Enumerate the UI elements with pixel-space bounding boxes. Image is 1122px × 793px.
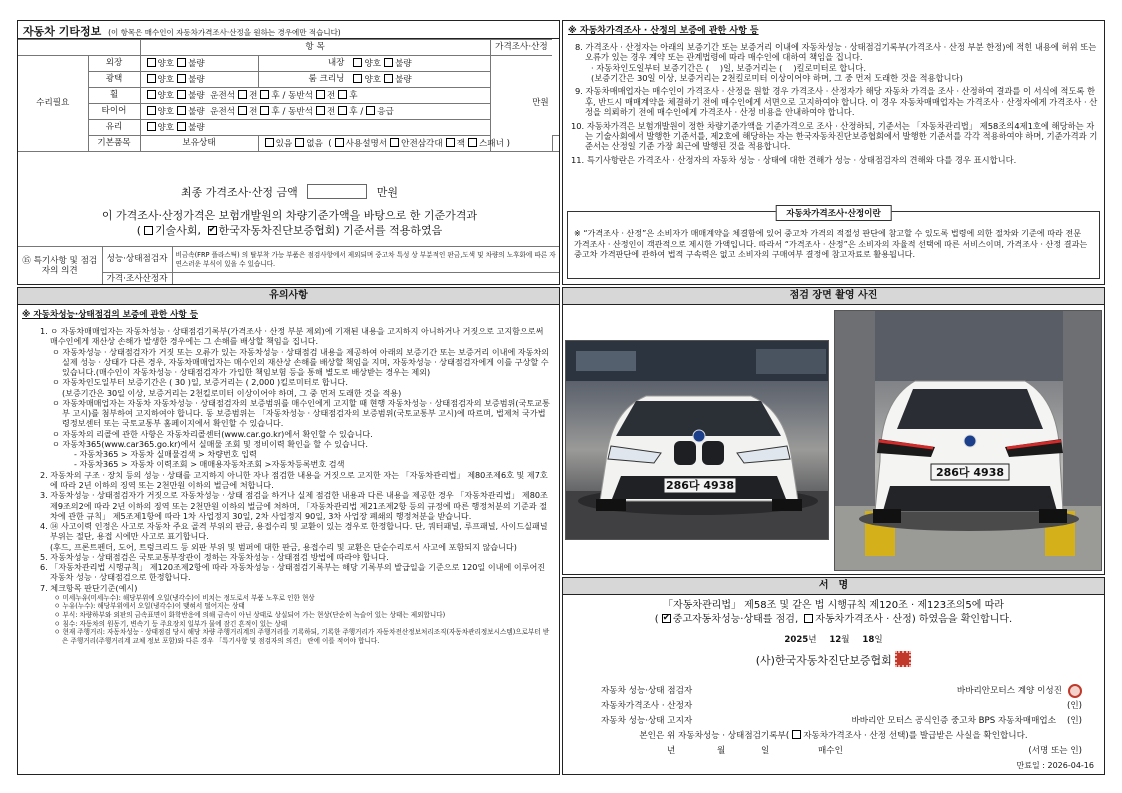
final-price-input[interactable]: [307, 184, 367, 199]
gloss-bad-checkbox[interactable]: [177, 74, 186, 83]
note-9: 9. 자동차매매업자는 매수인이 가격조사 · 산정을 원할 경우 가격조사 · 산정자가 해당 자동차 가격을 조사 · 산정하여 결과를 이 서식에 적도록 한 후, 반드시 매매계약을 체결하기 전에 매수인에게 서면으로 고지하여야 합니다. 이 경우 자동차매매업자는 가격조사 · 산정자에게 가격조사 · 산정을 의뢰하기 전에 매수인에게 가격조사 · 산정 비용을 안내하여야 합니다.: [575, 86, 1098, 118]
repair-price-unit: 만원: [490, 56, 552, 152]
tire-driver-rear-checkbox[interactable]: [260, 106, 269, 115]
manual-checkbox[interactable]: [335, 138, 344, 147]
room-good-checkbox[interactable]: [353, 74, 362, 83]
note-8-sub: (보증기간은 30일 이상, 보증거리는 2천킬로미터 이상이어야 하며, 그 중 먼저 도래한 것을 적용합니다): [591, 73, 963, 84]
cautions-header: 유의사항: [18, 288, 559, 305]
note-8: 8. 가격조사 · 산정자는 아래의 보증기간 또는 보증거리 이내에 자동차성능 · 상태점검기록부(가격조사 · 산정 부분 한정)에 적힌 내용에 허위 또는 오류가 있는 경우 계약 또는 관계법령에 따라 매수인에 대하여 책임을 집니다.: [575, 42, 1097, 63]
row-wheel: 휠: [88, 88, 140, 104]
rear-car-drawing: [835, 311, 1102, 571]
note-10: 10. 자동차가격은 보험개발원이 정한 차량기준가액을 기준가격으로 조사 · 산정하되, 기준서는 「자동차관리법」 제58조의4제1호에 해당하는 자는 기술사회에서 발행한 기준서를, 제2호에 해당하는 자는 한국자동차진단보증협회에서 발행한 기준서를 각각 적용하여야 하며, 기준가격과 기준서는 산정일 기준 가장 최근에 발행된 것을 적용합니다.: [571, 120, 1098, 152]
receipt-statement: 본인은 위 자동차성능 · 상태점검기록부( 자동차가격조사 · 산정 선택)를 발급받은 사실을 확인합니다.: [639, 731, 1028, 741]
wheel-driver-rear-checkbox[interactable]: [260, 90, 269, 99]
signature-header: 서 명: [563, 578, 1104, 595]
note-8-period: · 자동차인도일부터 보증기간은 ( )일, 보증거리는 ( )킬로미터로 합니다.: [591, 62, 866, 73]
none-checkbox[interactable]: [295, 138, 304, 147]
spanner-checkbox[interactable]: [468, 138, 477, 147]
check-performance-checkbox[interactable]: [662, 614, 671, 623]
inspector-col: 성능·상태점검자: [102, 247, 172, 273]
holding-label: 보유상태: [140, 136, 258, 152]
cautions-section: [17, 287, 560, 775]
wheel-pass-front-checkbox[interactable]: [316, 90, 325, 99]
basis-kaa-checkbox[interactable]: [208, 226, 217, 235]
price-notes-section: [562, 20, 1105, 285]
repair-label: 수리필요: [18, 56, 88, 152]
other-info-title: 자동차 기타정보: [23, 25, 102, 38]
buyer-row: 년 월 일 매수인 (서명 또는 인): [667, 746, 1082, 756]
triangle-checkbox[interactable]: [390, 138, 399, 147]
price-notes-list: [568, 42, 1099, 165]
wheel-good-checkbox[interactable]: [147, 90, 156, 99]
price-definition-box: [567, 211, 1100, 279]
rear-plate-text: 286다 4938: [935, 466, 1005, 479]
criteria-list: ㅇ 미세누유(미세누수): 해당부위에 오일(냉각수)이 비치는 정도로서 부품 노후로 인한 현상 ㅇ 누유(누수): 해당부위에서 오일(냉각수)이 맺혀서 떨어지는 상태 ㅇ 부식: 차량하부와 외판의 금속표면이 화학반응에 의해 금속이 아닌 상태로 상실되어 가는 현상(단순히 녹슬어 있는 상태는 제외합니다) ㅇ 침수: 자동차의 원동기, 변속기 등 주요장치 일부가 물에 잠긴 흔적이 있는 상태 ㅇ 현재 주행거리: 자동차성능 · 상태점검 당시 해당 차량 주행거리계의 주행거리를 기록하되, 기록한 주행거리가 자동차전산정보처리조직(자동차관리정보시스템)으로부터 받은 주행거리(주행거리계 교체 정보 포함)와 다른 경우 「특기사항 및 점검자의 의견」 란에 이를 적어야 합니다.: [54, 593, 550, 645]
basis-tech-checkbox[interactable]: [144, 226, 153, 235]
note-11: 11. 특기사항란은 가격조사 · 산정자의 자동차 성능 · 상태에 대한 견해가 성능 · 상태점검자의 견해와 다를 경우 표시합니다.: [571, 154, 1017, 165]
other-info-table: 항 목 가격조사·산정 수리필요 외장 양호 불량 내장 양호 불량 만원 광택 양호 불량 룸 크리닝 양호 불량 휠 양호 불량 운전석 전 후 / 동반석 전 후 타이어 양호 불량 운전석 전 후 / 동반석 전 후 / 응급 유리 양호 불량 기본품목 보유상태 있음 없음 ( 사용설명서 안전삼각대 잭 스패너 ): [18, 39, 560, 152]
price-definition-text: ※ “가격조사 · 산정”은 소비자가 매매계약을 체결함에 있어 중고차 가격의 적절성 판단에 참고할 수 있도록 법령에 의한 절차와 기준에 따라 전문 가격조사 · 산정인이 객관적으로 제시한 가액입니다. 따라서 “가격조사 · 산정”은 소비자의 자율적 선택에 따른 서비스이며, 가격조사 · 산정 결과는 중고차 가격판단에 관하여 법적 구속력은 없고 소비자의 구매여부 결정에 참고자료로 활용됩니다.: [574, 228, 1088, 260]
other-info-subtitle: (이 항목은 매수인이 자동차가격조사·산정을 원하는 경우에만 적습니다): [108, 28, 341, 37]
row-interior: 내장: [258, 56, 347, 72]
tire-emergency-checkbox[interactable]: [366, 106, 375, 115]
appraiser-col: 가격·조사산정자: [102, 273, 172, 286]
basic-label: 기본품목: [88, 136, 140, 152]
exterior-bad-checkbox[interactable]: [177, 58, 186, 67]
special-table: [18, 246, 560, 285]
row-exterior: 외장: [88, 56, 140, 72]
front-car-photo: [565, 340, 829, 540]
other-info-section: [17, 20, 560, 285]
interior-good-checkbox[interactable]: [353, 58, 362, 67]
signature-statement: 「자동차관리법」 제58조 및 같은 법 시행규칙 제120조 · 제123조의5에 따라 (✔ 중고자동차성능·상태를 점검, 자동차가격조사 · 산정) 하였음을 확인합니다.: [563, 599, 1104, 627]
photos-section: [562, 287, 1105, 575]
inspector-opinion: 비금속(FRP 플라스틱) 의 탈부착 가능 부품은 점검사항에서 제외되며 중고차 특성 상 부분적인 판금,도색 및 차량의 노후화에 따른 자연스러운 부식이 있을 수 있습니다.: [172, 247, 560, 273]
tire-driver-front-checkbox[interactable]: [238, 106, 247, 115]
signer-rows: [601, 684, 1082, 729]
inspector-seal: [1068, 684, 1082, 698]
signer-row-notifier: 자동차 성능·상태 고지자 바바리안 모터스 공식인증 중고차 BPS 자동차매매업소 (인): [601, 716, 1082, 726]
rear-car-photo: [834, 310, 1102, 571]
wheel-bad-checkbox[interactable]: [177, 90, 186, 99]
row-gloss: 광택: [88, 72, 140, 88]
col-price: 가격조사·산정: [490, 40, 552, 56]
cautions-title: ※ 자동차성능·상태점검의 보증에 관한 사항 등: [22, 310, 199, 320]
cautions-list: 1. ㅇ 자동차매매업자는 자동차성능 · 상태점검기록부(가격조사 · 산정 부분 제외)에 기재된 내용을 고지하지 아니하거나 거짓으로 고지함으로써 매수인에게 재산상 손해가 발생한 경우에는 그 손해를 배상할 책임을 집니다. ㅇ 자동차성능 · 상태점검자가 거짓 또는 오류가 있는 자동차성능 · 상태점검 내용을 제공하여 아래의 보증기간 또는 보증거리 이내에 자동차의 실제 성능 · 상태가 다른 경우, 자동차매매업자는 매수인의 재산상 손해를 배상할 책임을 지며, 자동차성능 · 상태점검자에게 이를 구상할 수 있습니다.(매수인이 자동차성능 · 상태점검자가 가입한 책임보험 등을 통해 별도로 배상받는 경우는 제외) ㅇ 자동차인도일부터 보증기간은 ( 30 )일, 보증거리는 ( 2,000 )킬로미터로 합니다. (보증기간은 30일 이상, 보증거리는 2천킬로미터 이상이어야 하며, 그 중 먼저 도래한 것을 적용) ㅇ 자동차매매업자는 자동차 자동차성능 · 상태점검자의 보증범위를 매수인에게 고지할 때 현행 자동차성능 · 상태점검자의 보증범위(국토교통부 고시)를 첨부하여 고지하여야 합니다. 동 보증범위는 「자동차성능 · 상태점검자의 보증범위(국토교통부 고시)에 따르며, 법제처 국가법령정보센터 또는 국토교통부 홈페이지에서 확인할 수 있습니다. ㅇ 자동차의 리콜에 관한 사항은 자동차리콜센터(www.car.go.kr)에서 확인할 수 있습니다. ㅇ 자동차365(www.car365.go.kr)에서 실매물 조회 및 정비이력 확인을 할 수 있습니다. - 자동차365 > 자동차 실매물검색 > 차량번호 입력 - 자동차365 > 자동차 이력조회 > 매매용자동차조회 >자동차등록번호 검색 2. 자동차의 구조 · 장치 등의 성능 · 상태를 고지하지 아니한 자나 점검한 내용을 거짓으로 고지한 자는 「자동차관리법」 제80조제6호 및 제7호에 따라 2년 이하의 징역 또는 2천만원 이하의 벌금에 처합니다. 3. 자동차성능 · 상태점검자가 거짓으로 자동차성능 · 상태 점검을 하거나 실제 점검한 내용과 다른 내용을 제공한 경우 「자동차관리법」 제80조제9조의2에 따라 2년 이하의 징역 또는 2천만원 이하의 벌금에 처하며, 「자동차관리법 제21조제2항 등의 규정에 따른 행정처분의 기준과 절차에 관한 규칙」 제5조제1항에 따라 1차 사업정지 30일, 2차 사업정지 90일, 3차 사업장 폐쇄의 행정처분을 받습니다. 4. ⑭ 사고이력 인정은 사고로 자동차 주요 골격 부위의 판금, 용접수리 및 교환이 있는 경우로 한정합니다. 단, 쿼터패널, 루프패널, 사이드실패널 부위는 절단, 용접 시에만 사고로 표기합니다. (후드, 프론트펜더, 도어, 트렁크리드 등 외판 부위 및 범퍼에 대한 판금, 용접수리 및 교환은 단순수리로서 사고에 포함되지 않습니다) 5. 자동차성능 · 상태점검은 국토교통부장관이 정하는 자동차성능 · 상태점검 방법에 따라야 합니다. 6. 「자동차관리법 시행규칙」 제120조제2항에 따라 자동차성능 · 상태점검기록부는 해당 기록부의 발급일을 기준으로 120일 이내에 이루어진 자동차 성능 · 상태점검으로 한정합니다. 7. 체크항목 판단기준(예시): [40, 326, 550, 593]
glass-bad-checkbox[interactable]: [177, 122, 186, 131]
signature-section: [562, 577, 1105, 775]
tire-bad-checkbox[interactable]: [177, 106, 186, 115]
exterior-good-checkbox[interactable]: [147, 58, 156, 67]
expiry-date: 만료일 : 2026-04-16: [1016, 761, 1094, 770]
wheel-driver-front-checkbox[interactable]: [238, 90, 247, 99]
wheel-pass-rear-checkbox[interactable]: [338, 90, 347, 99]
tire-pass-rear-checkbox[interactable]: [338, 106, 347, 115]
basis-text: 이 가격조사·산정가격은 보험개발원의 차량기준가액을 바탕으로 한 기준가격과 ( 기술사회, ✔ 한국자동차진단보증협회) 기준서를 적용하였음: [18, 209, 560, 239]
tire-good-checkbox[interactable]: [147, 106, 156, 115]
other-info-header: [18, 21, 559, 39]
issuer-org: (사)한국자동차진단보증협회: [563, 651, 1104, 668]
jack-checkbox[interactable]: [446, 138, 455, 147]
has-checkbox[interactable]: [265, 138, 274, 147]
receipt-price-checkbox[interactable]: [792, 730, 801, 739]
interior-bad-checkbox[interactable]: [384, 58, 393, 67]
signer-row-appraiser: 자동차가격조사 · 산정자 (인): [601, 701, 1082, 711]
room-bad-checkbox[interactable]: [384, 74, 393, 83]
row-tire: 타이어: [88, 104, 140, 120]
front-plate-text: 286다 4938: [665, 479, 735, 492]
price-notes-title: ※ 자동차가격조사 · 산정의 보증에 관한 사항 등: [568, 26, 759, 36]
special-label: ⑮ 특기사항 및 점검자의 의견: [18, 247, 102, 286]
price-definition-title: 자동차가격조사·산정이란: [775, 205, 892, 221]
check-price-checkbox[interactable]: [804, 614, 813, 623]
signer-row-inspector: 자동차 성능·상태 점검자 바바리안모터스 계양 이성진: [601, 684, 1082, 699]
row-room-clean: 룸 크리닝: [258, 72, 347, 88]
row-glass: 유리: [88, 120, 140, 136]
org-seal: [895, 651, 911, 667]
tire-pass-front-checkbox[interactable]: [316, 106, 325, 115]
glass-good-checkbox[interactable]: [147, 122, 156, 131]
col-item: 항 목: [140, 40, 490, 56]
gloss-good-checkbox[interactable]: [147, 74, 156, 83]
photos-header: 점검 장면 촬영 사진: [563, 288, 1104, 305]
final-price-row: 최종 가격조사·산정 금액 만원: [180, 186, 398, 199]
front-car-drawing: [566, 341, 829, 540]
issue-date: 2025년 12월 18일: [784, 635, 883, 645]
